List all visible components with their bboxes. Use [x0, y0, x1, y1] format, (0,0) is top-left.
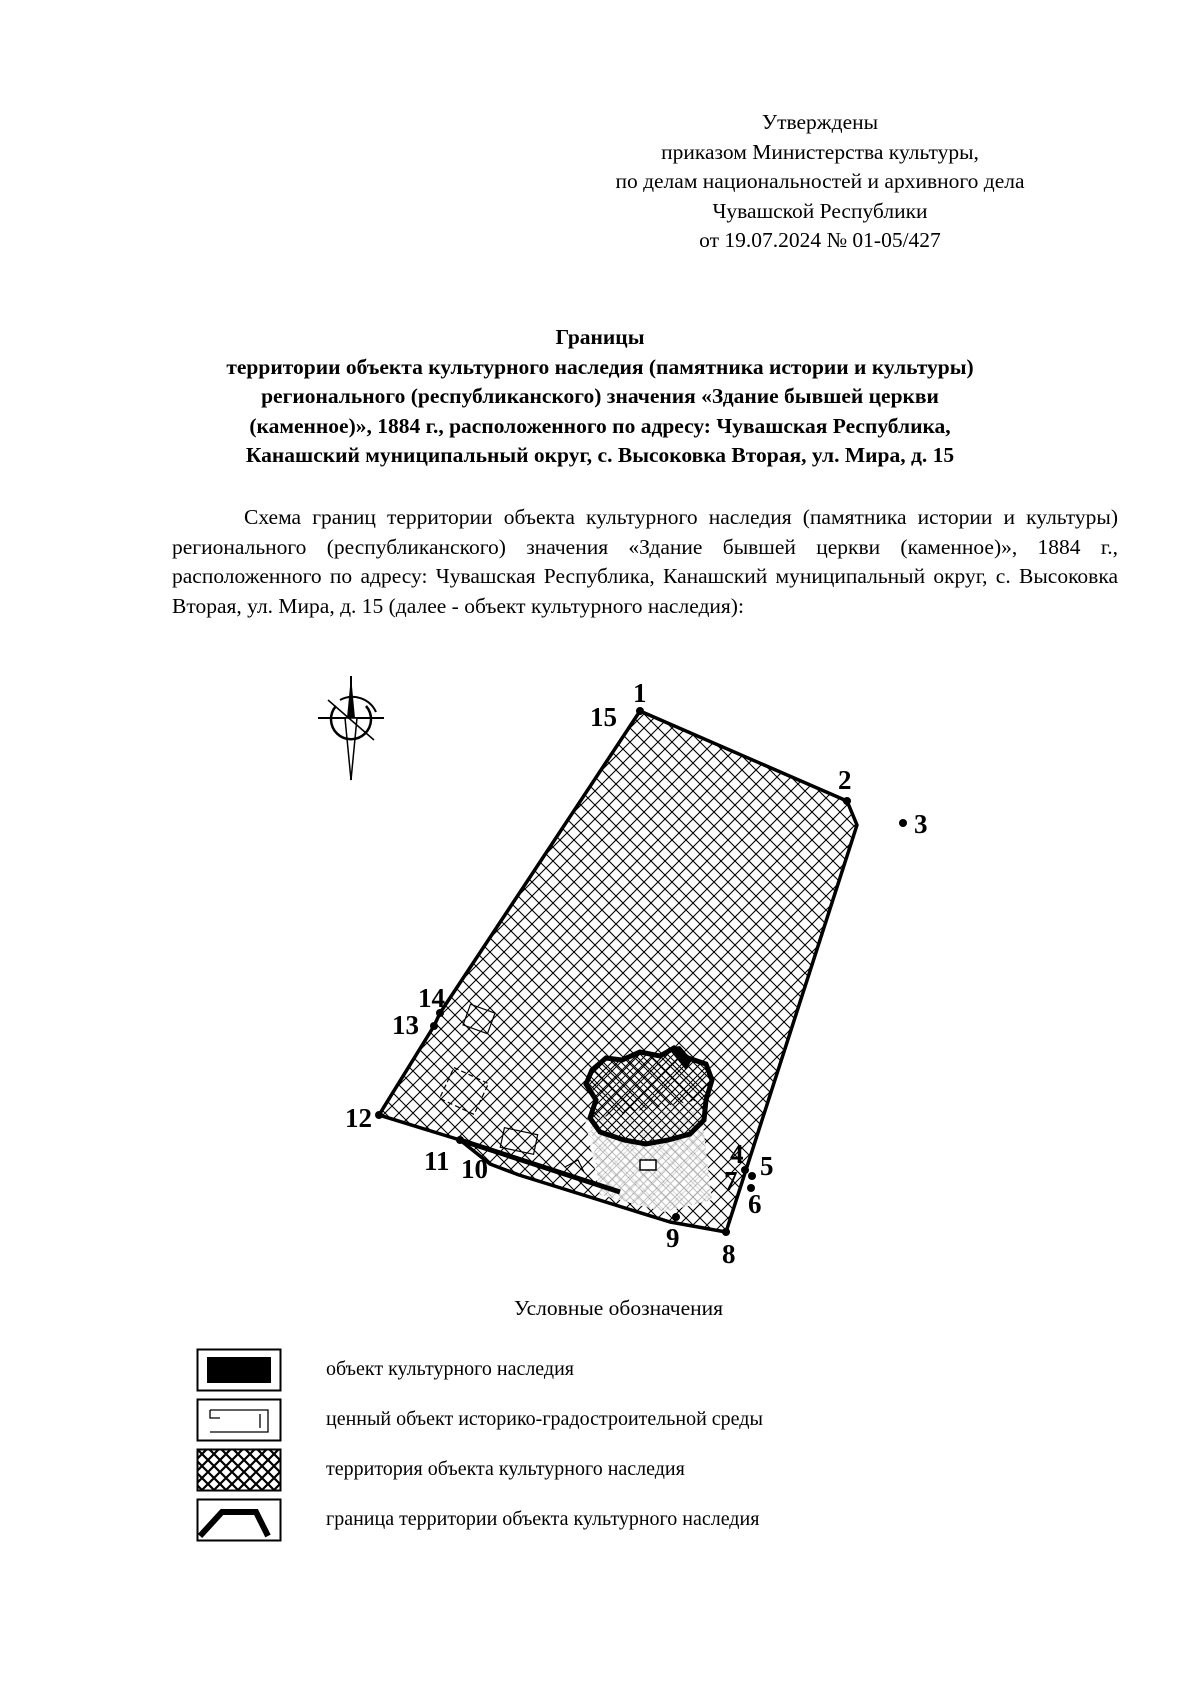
point-label-14: 14: [418, 983, 445, 1013]
approval-line: Чувашской Республики: [712, 198, 928, 223]
approval-line: Утверждены: [761, 110, 879, 134]
point-label-12: 12: [345, 1103, 372, 1133]
approval-line: по делам национальностей и архивного дела: [615, 169, 1025, 193]
north-arrow-icon: [318, 676, 384, 780]
point-label-7: 7: [724, 1166, 738, 1196]
title-line: (каменное)», 1884 г., расположенного по адресу: Чувашская Республика,: [249, 413, 951, 438]
title-line: регионального (республиканского) значения «Здание бывшей церкви: [261, 384, 939, 408]
legend-item-heritage-object: [196, 1348, 1096, 1392]
title-line: территории объекта культурного наследия (памятника истории и культуры): [226, 354, 974, 379]
boundary-symbol: [196, 1498, 282, 1542]
legend-item-boundary: [196, 1498, 1096, 1542]
point-label-10: 10: [461, 1154, 488, 1184]
point-label-5: 5: [760, 1151, 774, 1181]
legend-title: Условные обозначения: [514, 1296, 724, 1320]
legend-label: территория объекта культурного наследия: [326, 1458, 685, 1480]
heritage-object-symbol: [196, 1348, 282, 1392]
point-label-4: 4: [730, 1139, 744, 1169]
approval-date: от 19.07.2024 № 01-05/427: [699, 228, 941, 252]
approval-line: приказом Министерства культуры,: [661, 139, 979, 164]
territory-symbol: [196, 1448, 282, 1492]
point-label-8: 8: [722, 1239, 736, 1269]
legend-item-territory: [196, 1448, 1096, 1492]
legend-label: объект культурного наследия: [326, 1358, 574, 1380]
intro-text: Схема границ территории объекта культурного наследия (памятника истории и культуры) регионального (республиканского) значения «Здание бывшей церкви (каменное)», 1884 г., расположенного по адресу: Чувашская Республика, Канашский муниципальный округ, с. Высоковка Вторая, ул. Мира, д. 15 (далее - объект культурного наследия):: [172, 505, 1118, 618]
point-label-9: 9: [666, 1223, 680, 1253]
point-label-6: 6: [748, 1189, 762, 1219]
point-label-13: 13: [392, 1010, 419, 1040]
legend-label: граница территории объекта культурного наследия: [326, 1508, 760, 1530]
legend-item-valuable-object: [196, 1398, 1096, 1442]
point-label-3: 3: [914, 809, 928, 839]
title-line: Канашский муниципальный округ, с. Высоковка Вторая, ул. Мира, д. 15: [245, 443, 955, 467]
point-label-11: 11: [424, 1146, 450, 1176]
point-label-15: 15: [590, 702, 617, 732]
point-label-2: 2: [838, 765, 852, 795]
valuable-object-symbol: [196, 1398, 282, 1442]
title-line: Границы: [555, 325, 645, 349]
point-label-1: 1: [633, 678, 647, 708]
legend-label: ценный объект историко-градостроительной среды: [326, 1408, 763, 1430]
